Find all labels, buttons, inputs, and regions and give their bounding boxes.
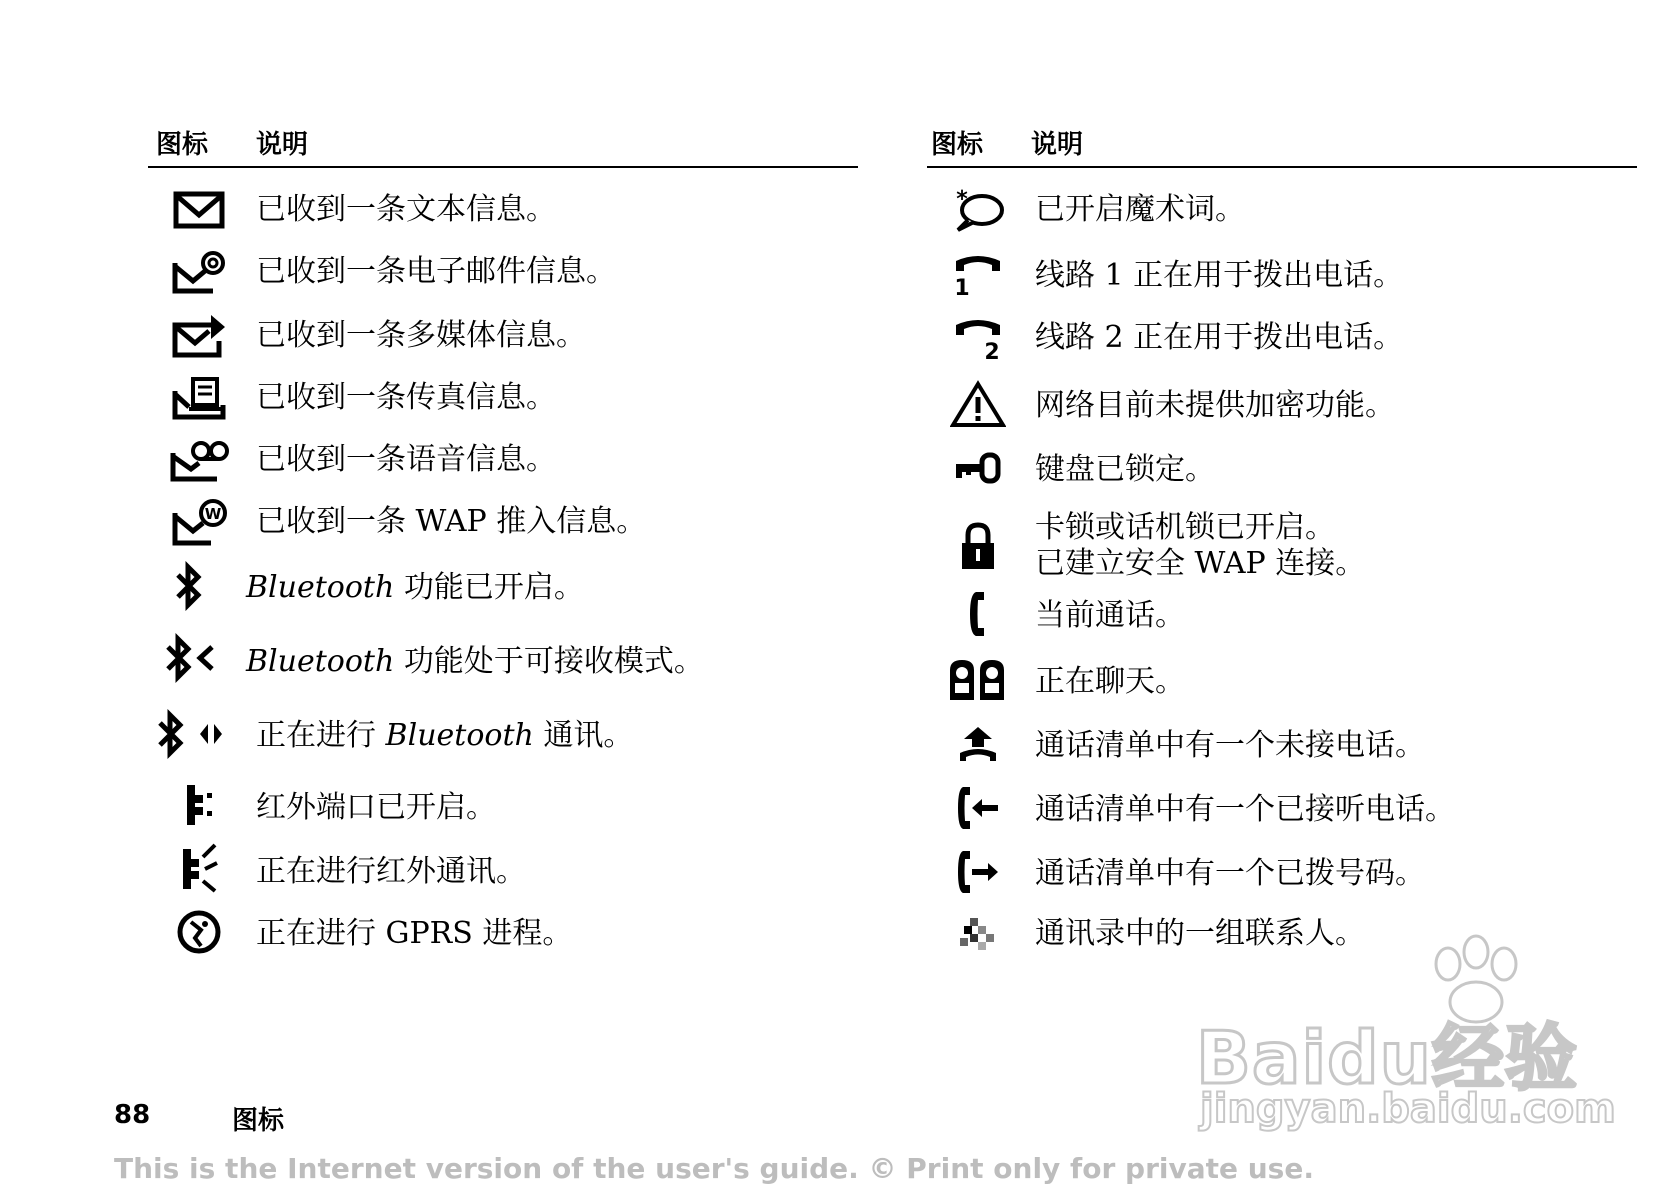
bluetooth-icon [152, 558, 226, 614]
right-table-header [927, 118, 1637, 168]
row-description: 通讯录中的一组联系人。 [1035, 916, 1365, 951]
header-desc-label: 说明 [1031, 130, 1084, 160]
left-icon-table [148, 118, 858, 951]
header-desc-label: 说明 [256, 130, 309, 160]
bluetooth-term: Bluetooth [246, 644, 395, 679]
row-description: 红外端口已开启。 [256, 790, 496, 825]
left-table-header [148, 118, 858, 168]
gprs-icon [162, 904, 236, 960]
svg-text:*: * [956, 187, 968, 212]
line-2-icon [941, 310, 1015, 366]
row-description: 已收到一条多媒体信息。 [256, 318, 586, 353]
row-prefix: 正在进行 [256, 718, 386, 753]
row-description: 当前通话。 [1035, 598, 1185, 633]
envelope-icon [162, 182, 236, 238]
row-description: 已收到一条传真信息。 [256, 380, 556, 415]
row-description [246, 644, 704, 680]
header-icon-label: 图标 [156, 130, 209, 160]
warning-icon [941, 376, 1015, 432]
line-number: 1 [954, 276, 970, 299]
contact-group-icon [941, 906, 1015, 962]
missed-call-icon [941, 716, 1015, 772]
key-icon [941, 440, 1015, 496]
row-description: 线路 1 正在用于拨出电话。 [1035, 258, 1404, 293]
row-description: 已收到一条文本信息。 [256, 192, 556, 227]
row-description: 线路 2 正在用于拨出电话。 [1035, 320, 1404, 355]
page-number: 88 [114, 1100, 151, 1130]
fax-envelope-icon [162, 370, 236, 426]
section-title: 图标 [232, 1106, 285, 1136]
row-text-line-2: 已建立安全 WAP 连接。 [1035, 546, 1366, 581]
infrared-icon [162, 776, 236, 832]
baidu-watermark [1196, 1000, 1616, 1150]
wap-push-envelope-icon [162, 494, 236, 550]
bluetooth-term: Bluetooth [246, 570, 395, 605]
line-1-icon [941, 246, 1015, 302]
header-icon-label: 图标 [931, 130, 984, 160]
chat-icon [941, 652, 1015, 708]
magic-word-icon [941, 182, 1015, 238]
right-icon-table [927, 118, 1637, 951]
row-description: 正在进行 GPRS 进程。 [256, 916, 573, 951]
row-description: 已收到一条 WAP 推入信息。 [256, 504, 647, 539]
row-description [246, 570, 584, 606]
bluetooth-term: Bluetooth [385, 718, 534, 753]
dialed-call-icon [941, 844, 1015, 900]
ongoing-call-icon [941, 586, 1015, 642]
row-text: 功能处于可接收模式。 [394, 644, 704, 679]
row-description: 键盘已锁定。 [1035, 452, 1215, 487]
row-description: 通话清单中有一个已接听电话。 [1035, 792, 1455, 827]
row-description: 正在聊天。 [1035, 664, 1185, 699]
row-description [1035, 510, 1365, 582]
bluetooth-visible-icon [154, 630, 228, 686]
line-number: 2 [984, 340, 1000, 363]
row-description: 通话清单中有一个未接电话。 [1035, 728, 1425, 763]
row-description: 网络目前未提供加密功能。 [1035, 388, 1395, 423]
row-description [256, 718, 633, 754]
watermark-url: jingyan.baidu.com [1200, 1086, 1616, 1132]
padlock-icon [941, 518, 1015, 574]
row-description: 已收到一条语音信息。 [256, 442, 556, 477]
multimedia-envelope-icon [162, 308, 236, 364]
row-text: 通讯。 [533, 718, 634, 753]
email-envelope-icon [162, 244, 236, 300]
bluetooth-transfer-icon [154, 706, 228, 762]
row-text: 功能已开启。 [394, 570, 584, 605]
disclaimer-text: This is the Internet version of the user's guide. © Print only for private use. [114, 1152, 1314, 1185]
answered-call-icon [941, 780, 1015, 836]
row-text-line-1: 卡锁或话机锁已开启。 [1035, 510, 1335, 545]
voicemail-envelope-icon [162, 432, 236, 488]
row-description: 正在进行红外通讯。 [256, 854, 526, 889]
row-description: 通话清单中有一个已拨号码。 [1035, 856, 1425, 891]
svg-text:W: W [204, 505, 222, 523]
row-description: 已开启魔术词。 [1035, 192, 1245, 227]
watermark-logo: Baidu经验 [1196, 1016, 1578, 1100]
infrared-transfer-icon [162, 840, 236, 896]
row-description: 已收到一条电子邮件信息。 [256, 254, 616, 289]
